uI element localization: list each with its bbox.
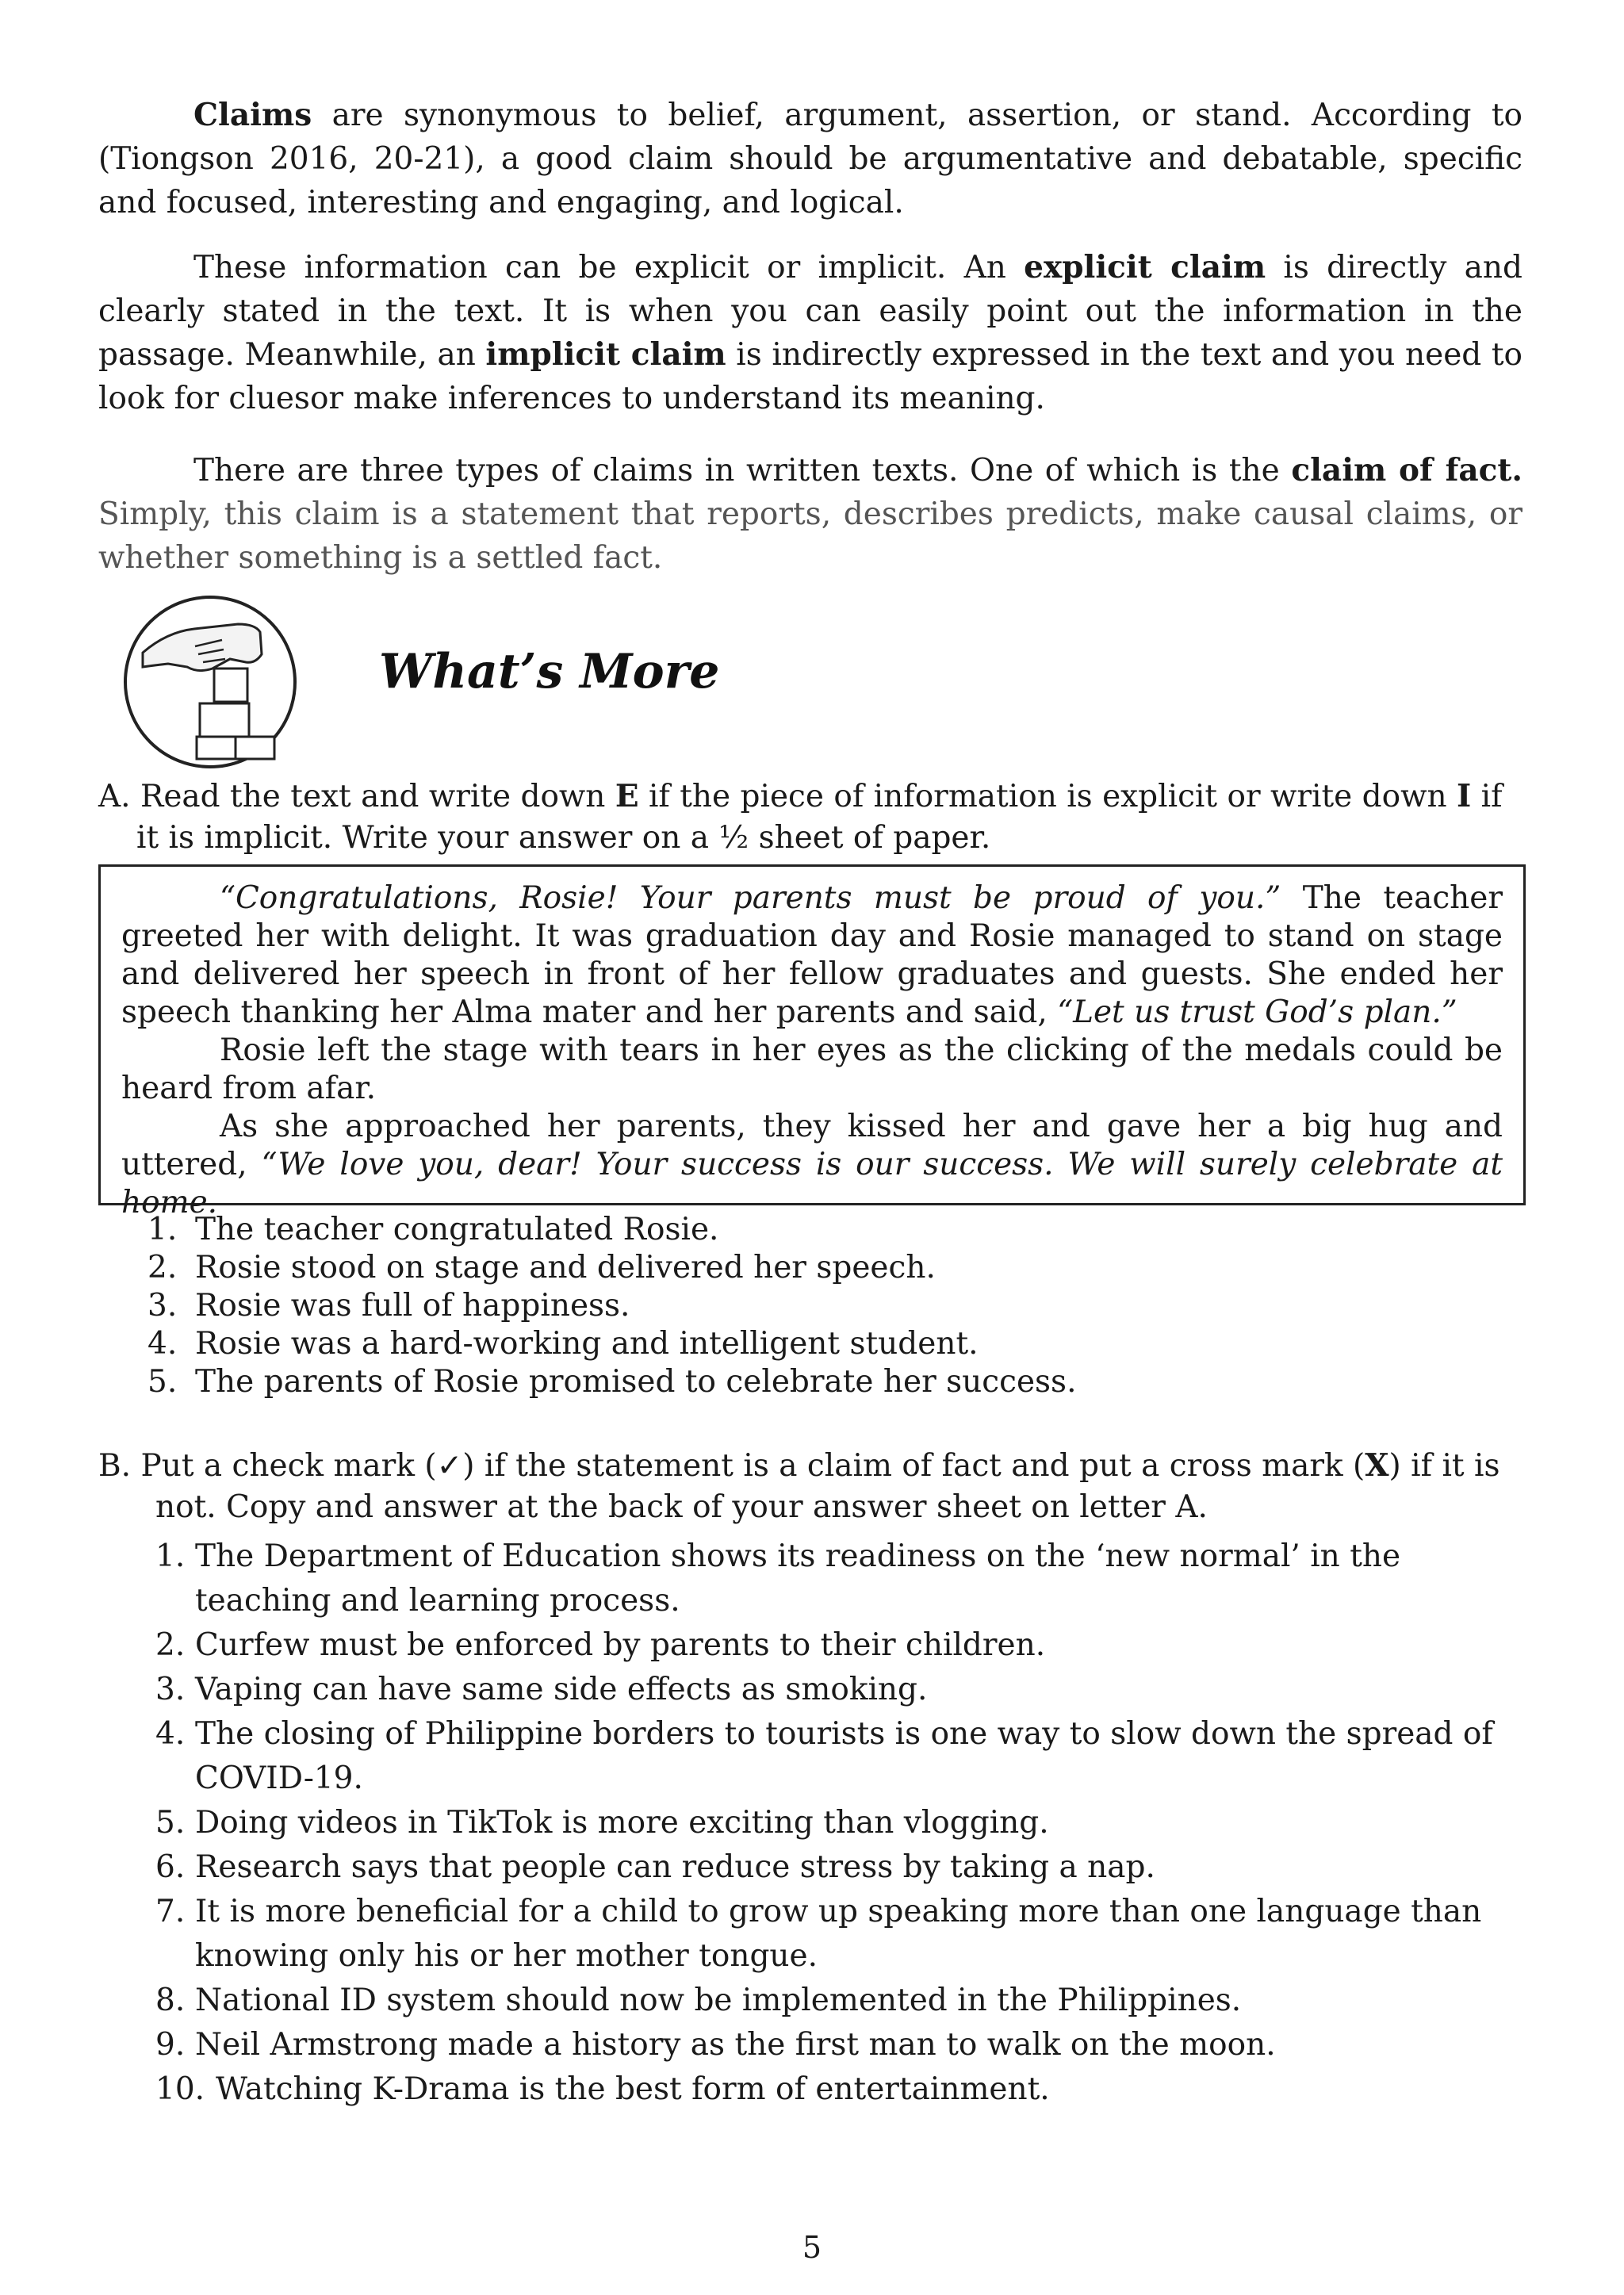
item-number: 8. [155, 1983, 186, 2018]
section-title: What’s More [379, 644, 720, 699]
story-paragraph-3 [121, 1108, 1503, 1222]
list-item [155, 1534, 1527, 1623]
list-item [155, 1801, 1527, 1845]
story-passage-box [98, 864, 1526, 1220]
claims-definition: are synonymous to belief, argument, assertion, or stand. According to (Tiongson 2016, 20-21), a good claim should be argumentative and debatable, specific and focused, interesting and engaging, and logical. [98, 98, 1522, 220]
item-number: 5. [147, 1364, 178, 1400]
text-fragment: if [1471, 779, 1503, 814]
quote: “We love you, dear! Your success is our success. We will surely celebrate at home. [121, 1147, 1503, 1220]
part-a-items [147, 1211, 1076, 1401]
item-text: Neil Armstrong made a history as the first man to walk on the moon. [195, 2027, 1276, 2063]
item-number: 7. [155, 1894, 186, 1929]
item-number: 2. [155, 1627, 186, 1663]
list-item [147, 1325, 1076, 1363]
part-b-items [155, 1534, 1527, 2112]
list-item [147, 1363, 1076, 1401]
intro-paragraph-claim-of-fact [98, 449, 1522, 580]
intro-paragraph-explicit-implicit [98, 246, 1522, 420]
letter-e: E [615, 778, 639, 814]
check-mark-icon: ✓ [436, 1448, 463, 1484]
page-number: 5 [802, 2230, 822, 2265]
item-text: Doing videos in TikTok is more exciting than vlogging. [195, 1805, 1049, 1841]
text-fragment: There are three types of claims in written texts. One of which is the [193, 453, 1292, 489]
item-number: 4. [147, 1326, 178, 1362]
intro-paragraph-claims [98, 94, 1522, 224]
item-text: National ID system should now be implemented in the Philippines. [195, 1983, 1242, 2018]
item-text: The parents of Rosie promised to celebrate her success. [195, 1364, 1077, 1400]
item-number: 3. [155, 1672, 186, 1707]
story-paragraph-2: Rosie left the stage with tears in her eyes as the clicking of the medals could be heard from afar. [121, 1033, 1503, 1106]
part-a-instructions-continued: it is implicit. Write your answer on a ½ sheet of paper. [136, 820, 991, 856]
item-number: 10. [155, 2071, 205, 2107]
item-number: 2. [147, 1250, 178, 1285]
story-paragraph-1 [121, 879, 1503, 1032]
list-item [147, 1249, 1076, 1287]
item-text: Watching K-Drama is the best form of entertainment. [216, 2071, 1050, 2107]
hand-stacking-blocks-icon [119, 591, 301, 773]
text-fragment: ) if the statement is a claim of fact and put a cross mark ( [462, 1448, 1365, 1484]
text-fragment: A. Read the text and write down [98, 779, 615, 814]
item-text: The teacher congratulated Rosie. [195, 1212, 719, 1247]
claims-term: Claims [193, 97, 312, 133]
quote: “Congratulations, Rosie! Your parents must be proud of you.” [220, 880, 1281, 916]
item-number: 9. [155, 2027, 186, 2063]
item-text: Rosie was a hard-working and intelligent student. [195, 1326, 979, 1362]
item-number: 3. [147, 1288, 178, 1324]
list-item [155, 1845, 1527, 1890]
item-text: Rosie was full of happiness. [195, 1288, 630, 1324]
list-item [147, 1287, 1076, 1325]
part-b-instructions-continued: not. Copy and answer at the back of your answer sheet on letter A. [155, 1489, 1208, 1525]
text-fragment: Simply, this claim is a statement that reports, describes predicts, make causal claims, or whether something is a settled fact. [98, 496, 1522, 576]
item-text: It is more beneficial for a child to grow up speaking more than one language than knowing only his or her mother tongue. [195, 1894, 1482, 1974]
list-item [155, 1712, 1527, 1801]
claim-of-fact-term: claim of fact. [1291, 452, 1522, 489]
text-fragment: As she approached her parents, they kissed her and gave her a big hug and uttered, [121, 1109, 1503, 1182]
text-fragment: if the piece of information is explicit or write down [638, 779, 1457, 814]
part-b-instructions [98, 1445, 1526, 1528]
item-text: Curfew must be enforced by parents to their children. [195, 1627, 1046, 1663]
part-a-instructions [98, 776, 1526, 859]
letter-i: I [1456, 778, 1472, 814]
list-item [155, 2023, 1527, 2067]
item-number: 5. [155, 1805, 186, 1841]
list-item [155, 1890, 1527, 1979]
list-item [147, 1211, 1076, 1249]
text-fragment: B. Put a check mark ( [98, 1448, 437, 1484]
item-number: 4. [155, 1716, 186, 1752]
list-item [155, 1623, 1527, 1668]
text-fragment: ) if it is [1388, 1448, 1500, 1484]
item-text: Research says that people can reduce stress by taking a nap. [195, 1849, 1155, 1885]
text-fragment: is indirectly expressed in the text and you need to look for cluesor make inferences to understand its meaning. [98, 337, 1523, 416]
implicit-claim-term: implicit claim [485, 336, 726, 373]
item-number: 1. [155, 1538, 186, 1574]
list-item [155, 2067, 1527, 2112]
list-item [155, 1979, 1527, 2023]
explicit-claim-term: explicit claim [1024, 249, 1266, 285]
item-number: 6. [155, 1849, 186, 1885]
quote: “Let us trust God’s plan.” [1057, 994, 1457, 1030]
item-text: Vaping can have same side effects as smoking. [195, 1672, 928, 1707]
cross-mark-icon: X [1365, 1447, 1389, 1484]
item-text: The closing of Philippine borders to tourists is one way to slow down the spread of COVID-19. [195, 1716, 1493, 1796]
item-text: Rosie stood on stage and delivered her speech. [195, 1250, 936, 1285]
text-fragment: is directly and clearly stated in the text. It is when you can easily point out the information in the passage. Meanwhile, an [98, 250, 1522, 373]
text-fragment: The teacher greeted her with delight. It was graduation day and Rosie managed to stand on stage and delivered her speech in front of her fellow graduates and guests. She ended her speech thanking her Alma mater and her parents and said, [121, 880, 1503, 1030]
list-item [155, 1668, 1527, 1712]
text-fragment: These information can be explicit or implicit. An [193, 250, 1025, 285]
item-text: The Department of Education shows its readiness on the ‘new normal’ in the teaching and learning process. [195, 1538, 1401, 1619]
item-number: 1. [147, 1212, 178, 1247]
